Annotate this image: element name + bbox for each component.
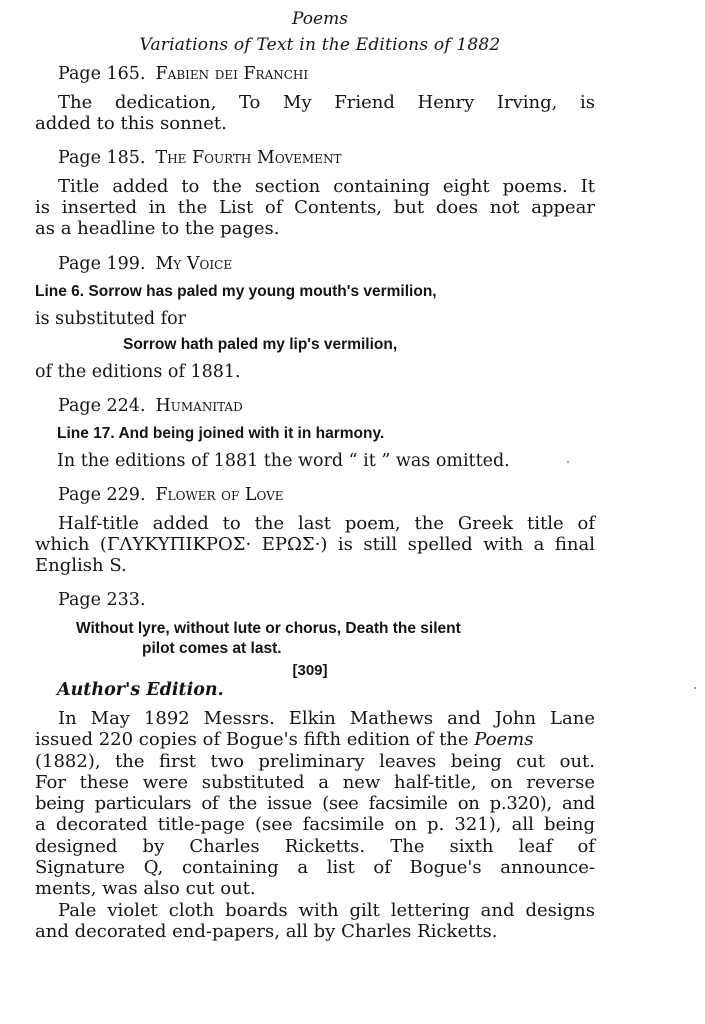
text-line: added to this sonnet.: [35, 113, 227, 134]
entry-title: The Fourth Movement: [155, 148, 342, 168]
entry-text: of the editions of 1881.: [35, 362, 241, 382]
entry-page: Page 185.: [58, 148, 146, 168]
quoted-line: Sorrow hath paled my lip's vermilion,: [123, 336, 398, 353]
text-line: which (ΓΛΥΚΥΠΙΚΡΟΣ· ΕΡΩΣ·) is still spelled with a final: [35, 534, 595, 555]
authors-edition-paragraph: [35, 708, 595, 942]
text-line: ments, was also cut out.: [35, 878, 256, 900]
entry-text: In the editions of 1881 the word “ it ” was omitted.: [57, 451, 510, 471]
text-line: The dedication, To My Friend Henry Irving, is: [58, 92, 595, 113]
verse-line: pilot comes at last.: [142, 640, 282, 657]
text-line: designed by Charles Ricketts. The sixth leaf of: [35, 835, 595, 857]
line-reference: Line 17. And being joined with it in harmony.: [57, 425, 385, 442]
entry-page: Page 199.: [58, 254, 146, 274]
entry-heading: [58, 64, 308, 84]
text-line: In May 1892 Messrs. Elkin Mathews and John Lane: [58, 708, 595, 729]
entry-title: Fabien dei Franchi: [155, 64, 309, 84]
text-line: and decorated end-papers, all by Charles Ricketts.: [35, 920, 498, 942]
entry-heading: [58, 485, 284, 505]
entry-heading: [58, 254, 232, 274]
text-line: For these were substituted a new half-title, on reverse: [35, 771, 595, 793]
verse-line: Without lyre, without lute or chorus, Death the silent: [76, 620, 461, 637]
entry-text: is substituted for: [35, 309, 187, 329]
section-heading: Author's Edition.: [57, 680, 224, 700]
italic-title: Poems: [474, 729, 534, 751]
entry-page: Page 233.: [58, 590, 146, 610]
entry-text: [35, 513, 595, 576]
running-head: Poems: [292, 9, 348, 29]
entry-title: My Voice: [155, 254, 233, 274]
entry-heading: [58, 590, 156, 610]
text-line: a decorated title-page (see facsimile on p. 321), all being: [35, 814, 595, 836]
entry-title: Flower of Love: [155, 485, 284, 505]
entry-page: Page 229.: [58, 485, 146, 505]
text-line: is inserted in the List of Contents, but does not appear: [35, 197, 595, 218]
text-line: (1882), the first two preliminary leaves being cut out.: [35, 750, 595, 772]
entry-text: [35, 176, 595, 239]
text-line: being particulars of the issue (see facsimile on p.320), and: [35, 793, 595, 815]
section-title: Variations of Text in the Editions of 1882: [139, 35, 501, 55]
entry-heading: [58, 148, 341, 168]
line-reference: Line 6. Sorrow has paled my young mouth's vermilion,: [35, 283, 437, 300]
text-line: Pale violet cloth boards with gilt lettering and designs: [58, 899, 595, 921]
scan-speck: [694, 687, 696, 689]
text-line: Title added to the section containing eight poems. It: [58, 176, 595, 197]
entry-heading: [58, 396, 243, 416]
text-line: as a headline to the pages.: [35, 218, 280, 239]
entry-page: Page 165.: [58, 64, 146, 84]
scan-speck: [567, 461, 569, 463]
page-number: [309]: [292, 662, 328, 679]
text-line: Half-title added to the last poem, the Greek title of: [58, 513, 595, 534]
entry-title: Humanitad: [155, 396, 243, 416]
quoted-verse: [76, 619, 461, 659]
text-segment: issued 220 copies of Bogue's fifth edition of the: [35, 729, 475, 751]
entry-text: [35, 92, 595, 134]
entry-page: Page 224.: [58, 396, 146, 416]
text-line: English S.: [35, 555, 127, 576]
text-line: [35, 729, 595, 750]
text-line: Signature Q, containing a list of Bogue's announce-: [35, 857, 595, 879]
